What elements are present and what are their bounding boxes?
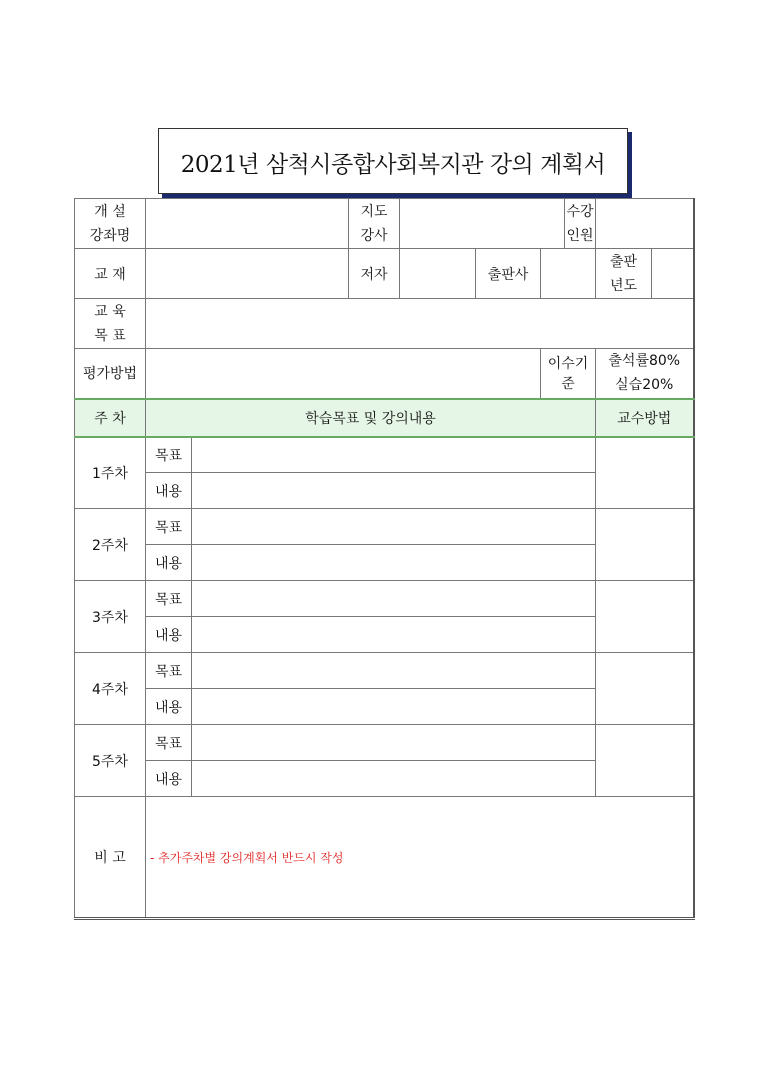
teaching-method-field[interactable]: [596, 509, 694, 581]
content-label: 내용: [146, 689, 192, 725]
teaching-method-field[interactable]: [596, 581, 694, 653]
instructor-label-line2: 강사: [360, 227, 388, 244]
remarks-field[interactable]: [146, 797, 694, 919]
content-label: 내용: [146, 617, 192, 653]
week-label: 3주차: [75, 581, 146, 653]
content-field[interactable]: [192, 761, 596, 797]
practice-criteria: 실습20%: [615, 377, 674, 394]
textbook-field[interactable]: [146, 249, 349, 299]
remarks-label: 비 고: [75, 797, 146, 919]
objective-label: 목표: [146, 653, 192, 689]
remarks-note: - 추가주차별 강의계획서 반드시 작성: [150, 850, 344, 865]
content-label: 내용: [146, 545, 192, 581]
document-title: 2021년 삼척시종합사회복지관 강의 계획서: [180, 152, 606, 178]
completion-label: 이수기준: [541, 349, 596, 399]
objective-label: 목표: [146, 581, 192, 617]
author-field[interactable]: [400, 249, 476, 299]
lecture-plan-table: [74, 198, 695, 920]
publisher-field[interactable]: [541, 249, 596, 299]
week-header: 주 차: [75, 399, 146, 437]
capacity-label: [565, 199, 596, 249]
course-name-field[interactable]: [146, 199, 349, 249]
capacity-label-line1: 수강: [566, 203, 594, 220]
objective-label: 목표: [146, 437, 192, 473]
teaching-method-field[interactable]: [596, 437, 694, 509]
pub-year-label-line2: 년도: [609, 277, 638, 294]
instructor-label: [349, 199, 400, 249]
week-label: 1주차: [75, 437, 146, 509]
evaluation-label: 평가방법: [75, 349, 146, 399]
pub-year-label: [596, 249, 652, 299]
course-name-label: [75, 199, 146, 249]
instructor-field[interactable]: [400, 199, 565, 249]
content-field[interactable]: [192, 473, 596, 509]
objective-field[interactable]: [192, 509, 596, 545]
objective-field[interactable]: [192, 725, 596, 761]
objective-field[interactable]: [192, 653, 596, 689]
week-label: 4주차: [75, 653, 146, 725]
teaching-method-field[interactable]: [596, 725, 694, 797]
completion-criteria: [596, 349, 694, 399]
pub-year-field[interactable]: [652, 249, 694, 299]
content-field[interactable]: [192, 545, 596, 581]
goal-field[interactable]: [146, 299, 694, 349]
objective-label: 목표: [146, 725, 192, 761]
goal-label-line1: 교 육: [94, 303, 126, 320]
author-label: 저자: [349, 249, 400, 299]
publisher-label: 출판사: [476, 249, 541, 299]
week-label: 2주차: [75, 509, 146, 581]
attendance-criteria: 출석률80%: [608, 353, 681, 370]
instructor-label-line1: 지도: [360, 203, 388, 220]
objective-label: 목표: [146, 509, 192, 545]
course-name-label-line2: 강좌명: [89, 227, 131, 244]
content-field[interactable]: [192, 689, 596, 725]
goal-label-line2: 목 표: [94, 327, 126, 344]
teaching-method-field[interactable]: [596, 653, 694, 725]
content-header: 학습목표 및 강의내용: [146, 399, 596, 437]
content-field[interactable]: [192, 617, 596, 653]
pub-year-label-line1: 출판: [609, 253, 638, 270]
content-label: 내용: [146, 761, 192, 797]
capacity-label-line2: 인원: [566, 227, 594, 244]
week-label: 5주차: [75, 725, 146, 797]
evaluation-field[interactable]: [146, 349, 541, 399]
content-label: 내용: [146, 473, 192, 509]
goal-label: [75, 299, 146, 349]
capacity-field[interactable]: [596, 199, 694, 249]
method-header: 교수방법: [596, 399, 694, 437]
objective-field[interactable]: [192, 581, 596, 617]
course-name-label-line1: 개 설: [94, 203, 126, 220]
document-title-box: [158, 128, 628, 194]
objective-field[interactable]: [192, 437, 596, 473]
textbook-label: 교 재: [75, 249, 146, 299]
